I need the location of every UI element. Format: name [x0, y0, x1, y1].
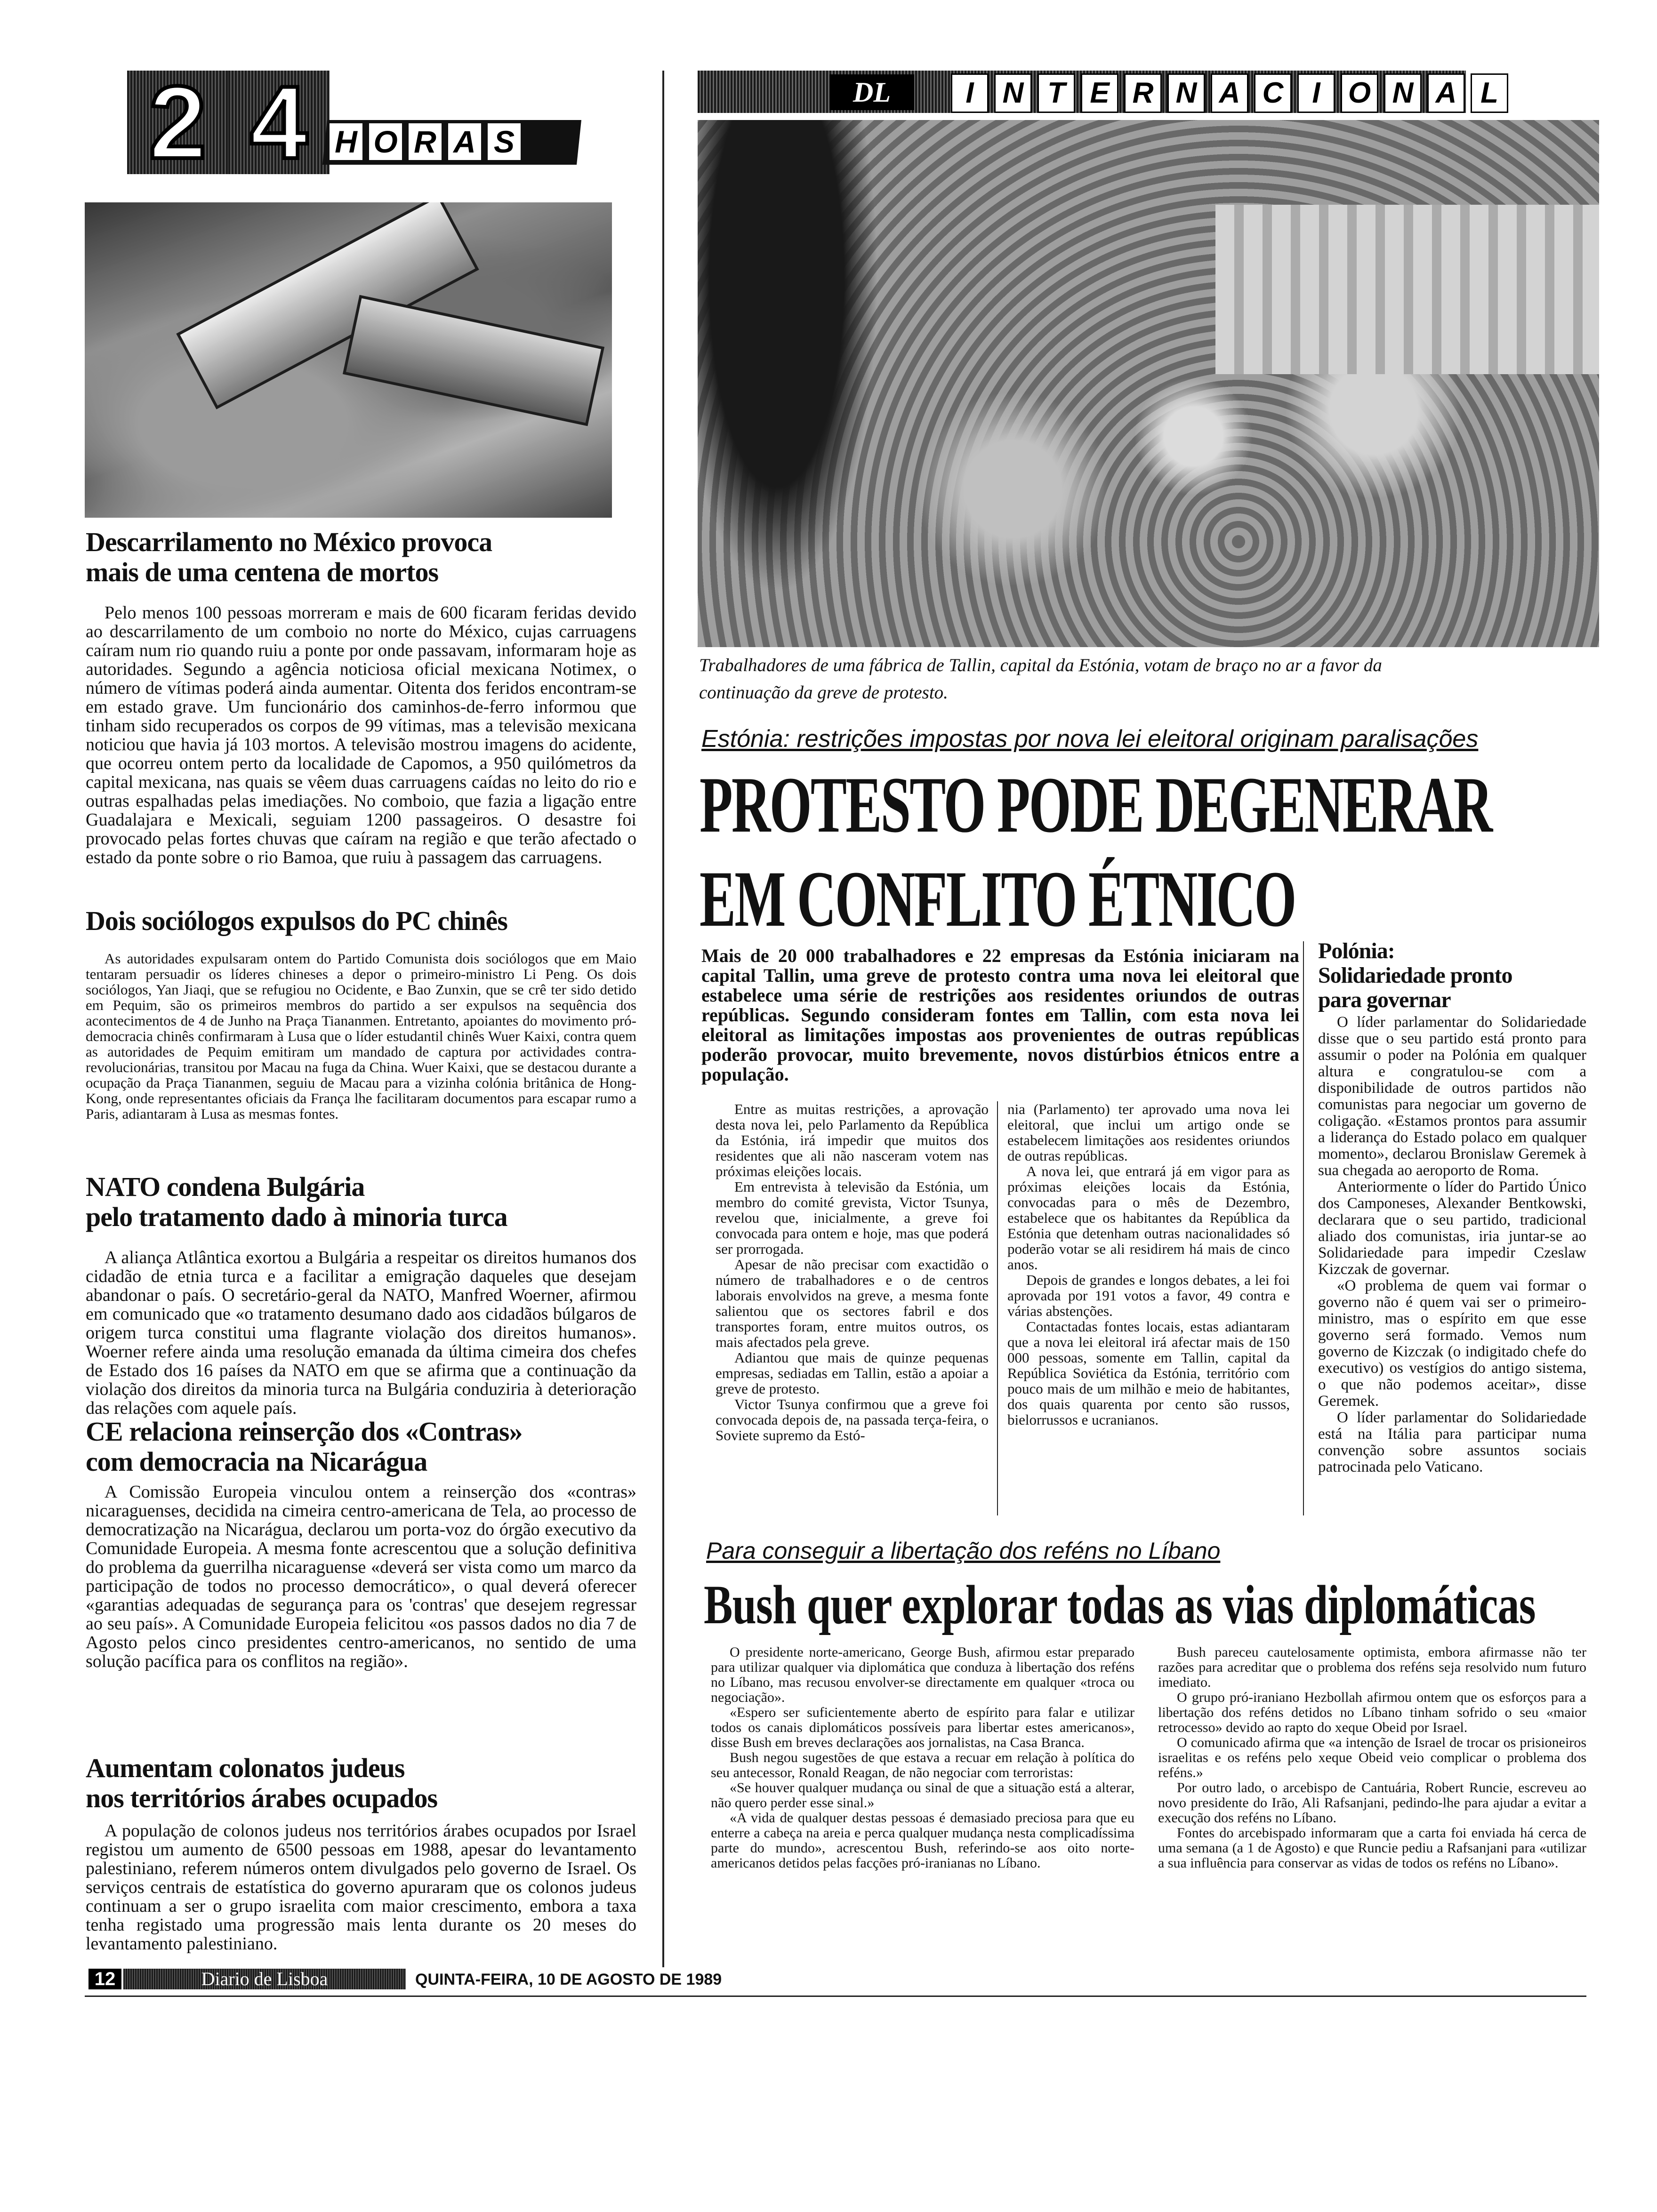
bottom-rule — [85, 1996, 1586, 1997]
column-divider — [1303, 941, 1304, 1515]
photo-building — [1215, 205, 1599, 374]
bush-column-2: Bush pareceu cautelosamente optimista, embora afirmasse não ter razões para acreditar que o problema dos reféns seja resolvido num futuro imediato. O grupo pró-iraniano Hezbollah afirmou ontem que os esforços para a libertação dos reféns detidos no Líbano tinham sofrido o seu «maior retrocesso» devido ao rapto do xeque Obeid por Israel. O comunicado afirma que «a intenção de Israel de trocar os prisioneiros israelitas e os reféns pelo xeque Obeid veio complicar o problema dos reféns.» Por outro lado, o arcebispo de Cantuária, Robert Runcie, escreveu ao novo presidente do Irão, Ali Rafsanjani, pedindo-lhe para ajudar a evitar a execução dos reféns no Líbano. Fontes do arcebispado informaram que a carta foi enviada há cerca de uma semana (a 1 de Agosto) e que Runcie pediu a Rafsanjani para «utilizar a sua influência para conservar as vidas de todos os reféns no Líbano». — [1158, 1644, 1586, 1871]
bush-headline: Bush quer explorar todas as vias diplomáticas — [704, 1574, 1536, 1635]
issue-date: QUINTA-FEIRA, 10 DE AGOSTO DE 1989 — [415, 1971, 722, 1988]
polonia-body: O líder parlamentar do Solidariedade disse que o seu partido está pronto para assumir o poder na Polónia em qualquer altura e congratulou-se com a disponibilidade de outros partidos não comunistas para negociar um governo de coligação. «Estamos prontos para assumir a liderança do Estado polaco em qualquer momento», declarou Bronislaw Geremek à sua chegada ao aeroporto de Roma. Anteriormente o líder do Partido Único dos Camponeses, Alexander Bentkowski, declarara que o seu partido, tradicional aliado dos comunistas, iria juntar-se ao Solidariedade para impedir Czeslaw Kizczak de governar. «O problema de quem vai formar o governo não é quem vai ser o primeiro-ministro, mas o espírito em que esse governo será formado. Vemos num governo de Kizczak (o indigitado chefe do executivo) os vestígios do antigo sistema, o que não podemos aceitar», disse Geremek. O líder parlamentar do Solidariedade está na Itália para participar numa convenção sobre assuntos sociais patrocinada pelo Vaticano. — [1318, 1014, 1586, 1475]
masthead-letter: R — [1124, 73, 1162, 113]
masthead-letter: S — [488, 123, 521, 160]
masthead-letter: O — [1341, 73, 1378, 113]
train-wreck-photo — [85, 202, 612, 518]
masthead-letter: O — [369, 123, 402, 160]
estonia-column-1: Entre as muitas restrições, a aprovação desta nova lei, pelo Parlamento da República da Estónia, irá impedir que muitos dos residentes que ali não nasceram votem nas próximas eleições locais. Em entrevista à televisão da Estónia, um membro do comité grevista, Victor Tsunya, revelou que, inicialmente, a greve foi convocada para ontem e hoje, mas que poderá ser prorrogada. Apesar de não precisar com exactidão o número de trabalhadores e o de centros laborais envolvidos na greve, a mesma fonte salientou que os sectores fabril e dos transportes foram, entre muitos outros, os mais afectados pela greve. Adiantou que mais de quinze pequenas empresas, sediadas em Tallin, estão a apoiar a greve de protesto. Victor Tsunya confirmou que a greve foi convocada depois de, na passada terça-feira, o Soviete supremo da Estó- — [716, 1101, 989, 1443]
masthead-digit: 4 — [228, 71, 330, 174]
masthead-letter: E — [1081, 73, 1118, 113]
colonatos-body: A população de colonos judeus nos territórios árabes ocupados por Israel registou um aumento de 6500 pessoas em 1988, apesar do levantamento palestiniano, referem números ontem divulgados pelo governo de Israel. Os serviços centrais de estatística do governo apuraram que os colonos judeus continuam a ser o grupo israelita com maior crescimento, embora a taxa tenha registado uma progressão mais lenta durante os 20 meses do levantamento palestiniano. — [86, 1821, 636, 1954]
internacional-label — [951, 73, 1514, 113]
photo-wagon — [343, 295, 604, 426]
tallin-strike-photo — [698, 120, 1599, 647]
photo-tree — [698, 120, 895, 647]
masthead-letter: N — [994, 73, 1032, 113]
masthead-letter: A — [1427, 73, 1465, 113]
masthead-letter: A — [1211, 73, 1248, 113]
column-divider — [997, 1101, 998, 1515]
contras-body: A Comissão Europeia vinculou ontem a reinserção dos «contras» nicaraguenses, decidida na cimeira centro-americana de Tela, ao processo de democratização na Nicarágua, declarou um porta-voz do órgão executivo da Comunidade Europeia. A mesma fonte acrescentou que a solução definitiva do problema da guerrilha nicaraguense «deverá ser vista como um marco da participação de todos no processo democrático», o qual deverá oferecer «garantias adequadas de segurança para os 'contras' que desejem regressar ao seu país». A Comunidade Europeia felicitou «os passos dados no dia 7 de Agosto pelos cinco presidentes centro-americanos, no sentido de uma solução pacífica para os conflitos na região». — [86, 1482, 636, 1671]
mexico-headline: Descarrilamento no México provoca mais de uma centena de mortos — [86, 527, 492, 587]
bush-column-1: O presidente norte-americano, George Bush, afirmou estar preparado para utilizar qualquer via diplomática que conduza à libertação dos reféns no Líbano, mas recusou envolver-se directamente em qualquer «troca ou negociação». «Espero ser suficientemente aberto de espírito para falar e utilizar todos os canais diplomáticos possíveis para libertar estes americanos», disse Bush em breves declarações aos jornalistas, na Casa Branca. Bush negou sugestões de que estava a recuar em relação à política do seu antecessor, Ronald Reagan, de não negociar com terroristas: «Se houver qualquer mudança ou sinal de que a situação está a alterar, não quero perder esse sinal.» «A vida de qualquer destas pessoas é demasiado preciosa para que eu enterre a cabeça na areia e perca qualquer mudança nesta complicadíssima parte do mundo», acrescentou Bush, referindo-se aos oito norte-americanos detidos pelas facções pró-iranianas no Líbano. — [711, 1644, 1134, 1871]
masthead-letter: L — [1471, 73, 1508, 113]
polonia-headline: Polónia: Solidariedade pronto para governar — [1318, 938, 1512, 1012]
estonia-lead: Mais de 20 000 trabalhadores e 22 empresas da Estónia iniciaram na capital Tallin, uma greve de protesto contra uma nova lei eleitoral que estabelece uma série de restrições aos residentes oriundos de outras repúblicas. Segundo consideram fontes em Tallin, com esta nova lei eleitoral as limitações impostas aos provenientes de outras repúblicas poderão provocar, muito brevemente, novos distúrbios étnicos entre a população. — [701, 945, 1299, 1085]
contras-headline: CE relaciona reinserção dos «Contras» com democracia na Nicarágua — [86, 1416, 523, 1477]
china-headline: Dois sociólogos expulsos do PC chinês — [86, 906, 507, 936]
masthead-letter: I — [951, 73, 989, 113]
paper-name: Diario de Lisboa — [123, 1969, 406, 1989]
masthead-letter: N — [1167, 73, 1205, 113]
masthead-letter: A — [448, 123, 481, 160]
bush-kicker: Para conseguir a libertação dos reféns no Líbano — [706, 1538, 1221, 1564]
horas-label — [330, 123, 555, 161]
estonia-headline: PROTESTO PODE DEGENERAR EM CONFLITO ÉTNICO — [700, 761, 1492, 943]
china-body: As autoridades expulsaram ontem do Partido Comunista dois sociólogos que em Maio tentaram persuadir os líderes chineses a depor o primeiro-ministro Li Peng. Os dois sociólogos, Yan Jiaqi, que se refugiou no Ocidente, e Bao Zunxin, que se crê ter sido detido em Pequim, são os primeiros membros do partido a ser expulsos na sequência dos acontecimentos de 4 de Junho na Praça Tiananmen. Entretanto, apoiantes do movimento pró-democracia chinês confirmaram à Lusa que o líder estudantil chinês Wuer Kaixi, contra quem as autoridades de Pequim emitiram um mandado de captura por actividades contra-revolucionárias, transitou por Macau na fuga da China. Wuer Kaixi, que se destacou durante a ocupação da Praça Tiananmen, seguiu de Macau para a vizinha colónia britânica de Hong-Kong, onde representantes oficiais da França lhe facilitaram documentos para escapar rumo a Paris, adiantaram à Lusa as mesmas fontes. — [86, 950, 636, 1122]
estonia-kicker: Estónia: restrições impostas por nova lei eleitoral originam paralisações — [701, 725, 1479, 753]
masthead-letter: T — [1038, 73, 1075, 113]
masthead-letter: H — [330, 123, 362, 160]
nato-headline: NATO condena Bulgária pelo tratamento dado à minoria turca — [86, 1171, 507, 1232]
estonia-column-2: nia (Parlamento) ter aprovado uma nova lei eleitoral, que inclui um artigo onde se estabelecem limitações aos residentes oriundos de outras repúblicas. A nova lei, que entrará já em vigor para as próximas eleições locais da Estónia, convocadas para o mês de Dezembro, estabelece que os habitantes da República da Estónia que detenham outras nacionalidades só poderão votar se ali residirem há mais de cinco anos. Depois de grandes e longos debates, a lei foi aprovada por 191 votos a favor, 49 contra e várias abstenções. Contactadas fontes locais, estas adiantaram que a nova lei eleitoral irá afectar mais de 150 000 pessoas, somente em Tallin, capital da República Soviética da Estónia, território com pouco mais de um milhão e meio de habitantes, dos quais quarenta por cento são russos, bielorrussos e ucranianos. — [1007, 1101, 1290, 1428]
photo-caption: Trabalhadores de uma fábrica de Tallin, capital da Estónia, votam de braço no ar a favor da continuação da greve de protesto. — [699, 655, 1382, 703]
colonatos-headline: Aumentam colonatos judeus nos territórios árabes ocupados — [86, 1753, 438, 1813]
masthead-digit: 2 — [127, 71, 228, 174]
masthead-letter: R — [409, 123, 442, 160]
dl-logo: DL — [829, 74, 914, 110]
nato-body: A aliança Atlântica exortou a Bulgária a respeitar os direitos humanos dos cidadão de etnia turca e a facilitar a emigração daqueles que desejam abandonar o país. O secretário-geral da NATO, Manfred Woerner, afirmou em comunicado que «o tratamento desumano dado aos cidadãos búlgaros de origem turca constitui uma flagrante violação dos direitos humanos». Woerner refere ainda uma resolução emanada da última cimeira dos chefes de Estado dos 16 países da NATO em que se afirma que a continuação da violação dos direitos da minoria turca na Bulgária conduziria à deterioração das relações com aquele país. — [86, 1248, 636, 1418]
page-number: 12 — [88, 1969, 121, 1989]
masthead-letter: N — [1384, 73, 1422, 113]
column-divider — [662, 71, 664, 1967]
mexico-body: Pelo menos 100 pessoas morreram e mais de 600 ficaram feridas devido ao descarrilamento de um comboio no norte do México, cujas carruagens caíram num rio quando ruiu a ponte por onde passavam, informaram hoje as autoridades. Segundo a agência noticiosa oficial mexicana Notimex, o número de vítimas poderá ainda aumentar. Oitenta dos feridos encontram-se em estado grave. Um funcionário dos caminhos-de-ferro informou que tinham sido recuperados os corpos de 99 vítimas, mas a televisão mexicana noticiou que havia já 103 mortos. A televisão mostrou imagens do acidente, que ocorreu ontem perto da localidade de Capomos, a 950 quilómetros da capital mexicana, nas quais se vêem duas carruagens caídas no leito do rio e outras espalhadas pelas imediações. No comboio, que fazia a ligação entre Guadalajara e Mexicali, seguiam 1200 passageiros. O desastre foi provocado pelas fortes chuvas que caíram na região e que terão afectado o estado da ponte sobre o rio Bamoa, que ruiu à passagem das carruagens. — [86, 603, 636, 867]
masthead-letter: I — [1297, 73, 1335, 113]
masthead-letter: C — [1254, 73, 1292, 113]
